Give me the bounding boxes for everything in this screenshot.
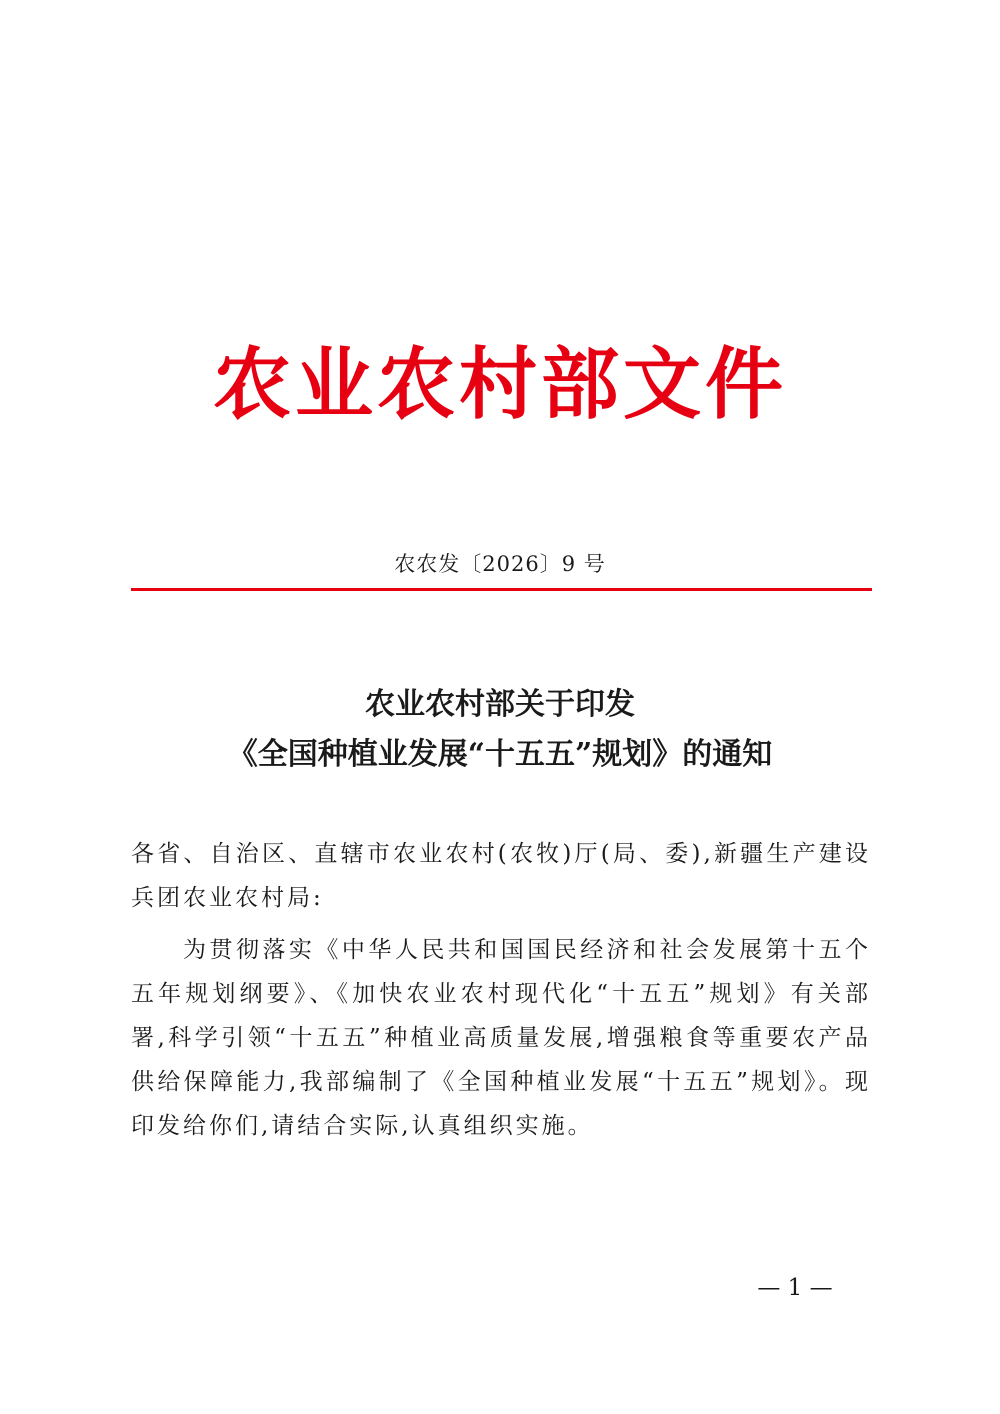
main-paragraph: 为贯彻落实《中华人民共和国国民经济和社会发展第十五个五年规划纲要》、《加快农业农村现代化“十五五”规划》有关部署,科学引领“十五五”种植业高质量发展,增强粮食等重要农产品供给保障能力,我部编制了《全国种植业发展“十五五”规划》。现印发给你们,请结合实际,认真组织实施。 [131,937,871,1139]
addressee-paragraph: 各省、自治区、直辖市农业农村(农牧)厅(局、委),新疆生产建设兵团农业农村局: [131,841,871,911]
notice-title-line-1: 农业农村部关于印发 [365,687,635,722]
notice-body [131,832,871,1148]
issuing-authority-title: 农业农村部文件 [212,339,787,430]
red-divider-line [131,588,872,591]
notice-title [0,680,1000,780]
document-number: 农农发〔2026〕9 号 [394,552,606,576]
page-number: — 1 — [757,1275,833,1301]
notice-title-line-2: 《全国种植业发展“十五五”规划》的通知 [227,737,773,772]
